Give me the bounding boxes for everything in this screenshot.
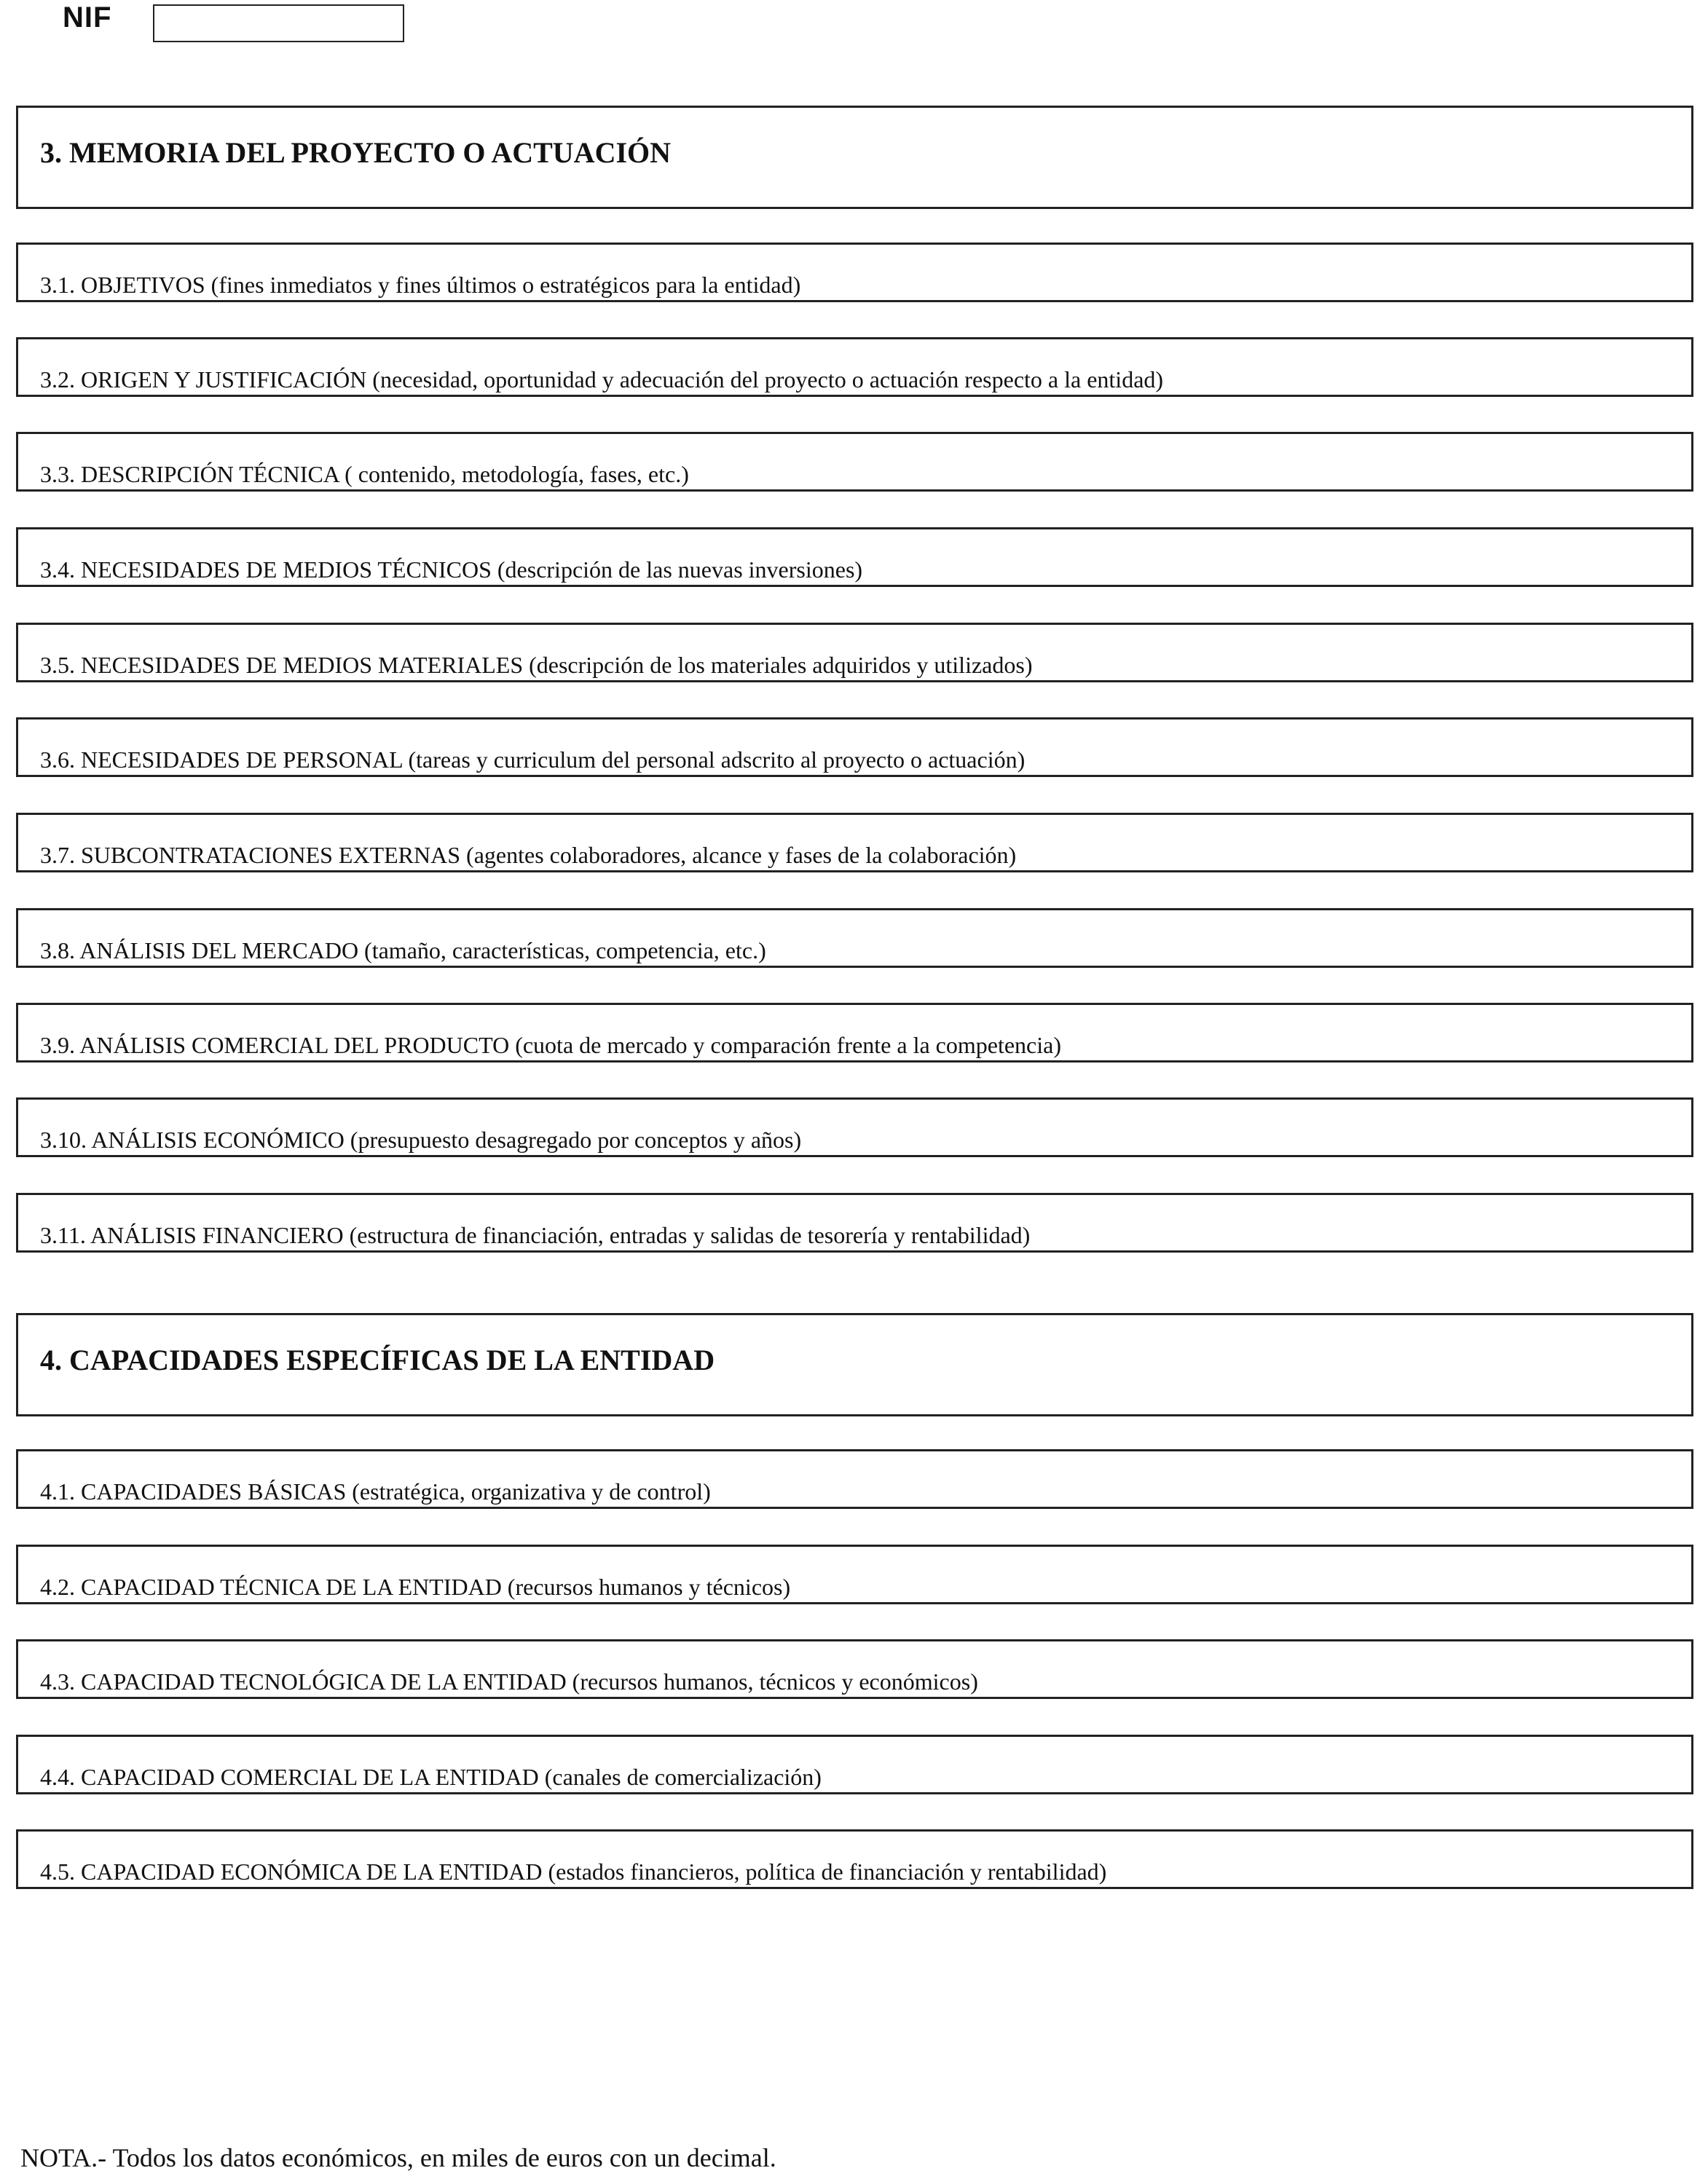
field-4-1[interactable]	[16, 1449, 1693, 1509]
field-3-2-label: 3.2. ORIGEN Y JUSTIFICACIÓN (necesidad, oportunidad y adecuación del proyecto o actuación respecto a la entidad)	[40, 366, 1164, 393]
field-4-5-label: 4.5. CAPACIDAD ECONÓMICA DE LA ENTIDAD (estados financieros, política de financiación y rentabilidad)	[40, 1858, 1107, 1885]
field-3-8[interactable]	[16, 908, 1693, 968]
field-3-9-label: 3.9. ANÁLISIS COMERCIAL DEL PRODUCTO (cuota de mercado y comparación frente a la competencia)	[40, 1032, 1061, 1058]
field-3-11-label: 3.11. ANÁLISIS FINANCIERO (estructura de financiación, entradas y salidas de tesorería y rentabilidad)	[40, 1222, 1031, 1248]
field-3-4[interactable]	[16, 527, 1693, 587]
field-4-3-label: 4.3. CAPACIDAD TECNOLÓGICA DE LA ENTIDAD (recursos humanos, técnicos y económicos)	[40, 1668, 978, 1695]
field-3-10-label: 3.10. ANÁLISIS ECONÓMICO (presupuesto desagregado por conceptos y años)	[40, 1127, 802, 1153]
field-4-1-label: 4.1. CAPACIDADES BÁSICAS (estratégica, organizativa y de control)	[40, 1478, 711, 1505]
field-4-4-label: 4.4. CAPACIDAD COMERCIAL DE LA ENTIDAD (canales de comercialización)	[40, 1764, 822, 1790]
field-3-2[interactable]	[16, 337, 1693, 397]
field-3-7-label: 3.7. SUBCONTRATACIONES EXTERNAS (agentes colaboradores, alcance y fases de la colaboración)	[40, 842, 1017, 868]
field-3-5[interactable]	[16, 623, 1693, 682]
field-3-8-label: 3.8. ANÁLISIS DEL MERCADO (tamaño, características, competencia, etc.)	[40, 937, 766, 963]
section-3-header	[16, 106, 1693, 209]
field-3-6[interactable]	[16, 717, 1693, 777]
field-4-2-label: 4.2. CAPACIDAD TÉCNICA DE LA ENTIDAD (recursos humanos y técnicos)	[40, 1574, 791, 1600]
section-3-title: 3. MEMORIA DEL PROYECTO O ACTUACIÓN	[40, 136, 672, 169]
field-3-3-label: 3.3. DESCRIPCIÓN TÉCNICA ( contenido, metodología, fases, etc.)	[40, 461, 689, 487]
field-4-4[interactable]	[16, 1735, 1693, 1794]
field-4-3[interactable]	[16, 1639, 1693, 1699]
field-3-9[interactable]	[16, 1003, 1693, 1063]
nif-label: NIF	[63, 1, 112, 33]
field-4-2[interactable]	[16, 1545, 1693, 1604]
field-3-10[interactable]	[16, 1097, 1693, 1157]
field-3-5-label: 3.5. NECESIDADES DE MEDIOS MATERIALES (descripción de los materiales adquiridos y utilizados)	[40, 652, 1033, 678]
footer-note: NOTA.- Todos los datos económicos, en miles de euros con un decimal.	[20, 2143, 776, 2172]
field-3-1[interactable]	[16, 243, 1693, 302]
field-3-1-label: 3.1. OBJETIVOS (fines inmediatos y fines últimos o estratégicos para la entidad)	[40, 272, 801, 298]
section-4-title: 4. CAPACIDADES ESPECÍFICAS DE LA ENTIDAD	[40, 1344, 715, 1376]
field-3-7[interactable]	[16, 813, 1693, 872]
field-3-4-label: 3.4. NECESIDADES DE MEDIOS TÉCNICOS (descripción de las nuevas inversiones)	[40, 556, 863, 583]
section-4-header	[16, 1313, 1693, 1416]
field-3-3[interactable]	[16, 432, 1693, 492]
nif-field[interactable]	[153, 4, 404, 42]
field-3-11[interactable]	[16, 1193, 1693, 1253]
field-3-6-label: 3.6. NECESIDADES DE PERSONAL (tareas y curriculum del personal adscrito al proyecto o actuación)	[40, 746, 1026, 773]
field-4-5[interactable]	[16, 1829, 1693, 1889]
